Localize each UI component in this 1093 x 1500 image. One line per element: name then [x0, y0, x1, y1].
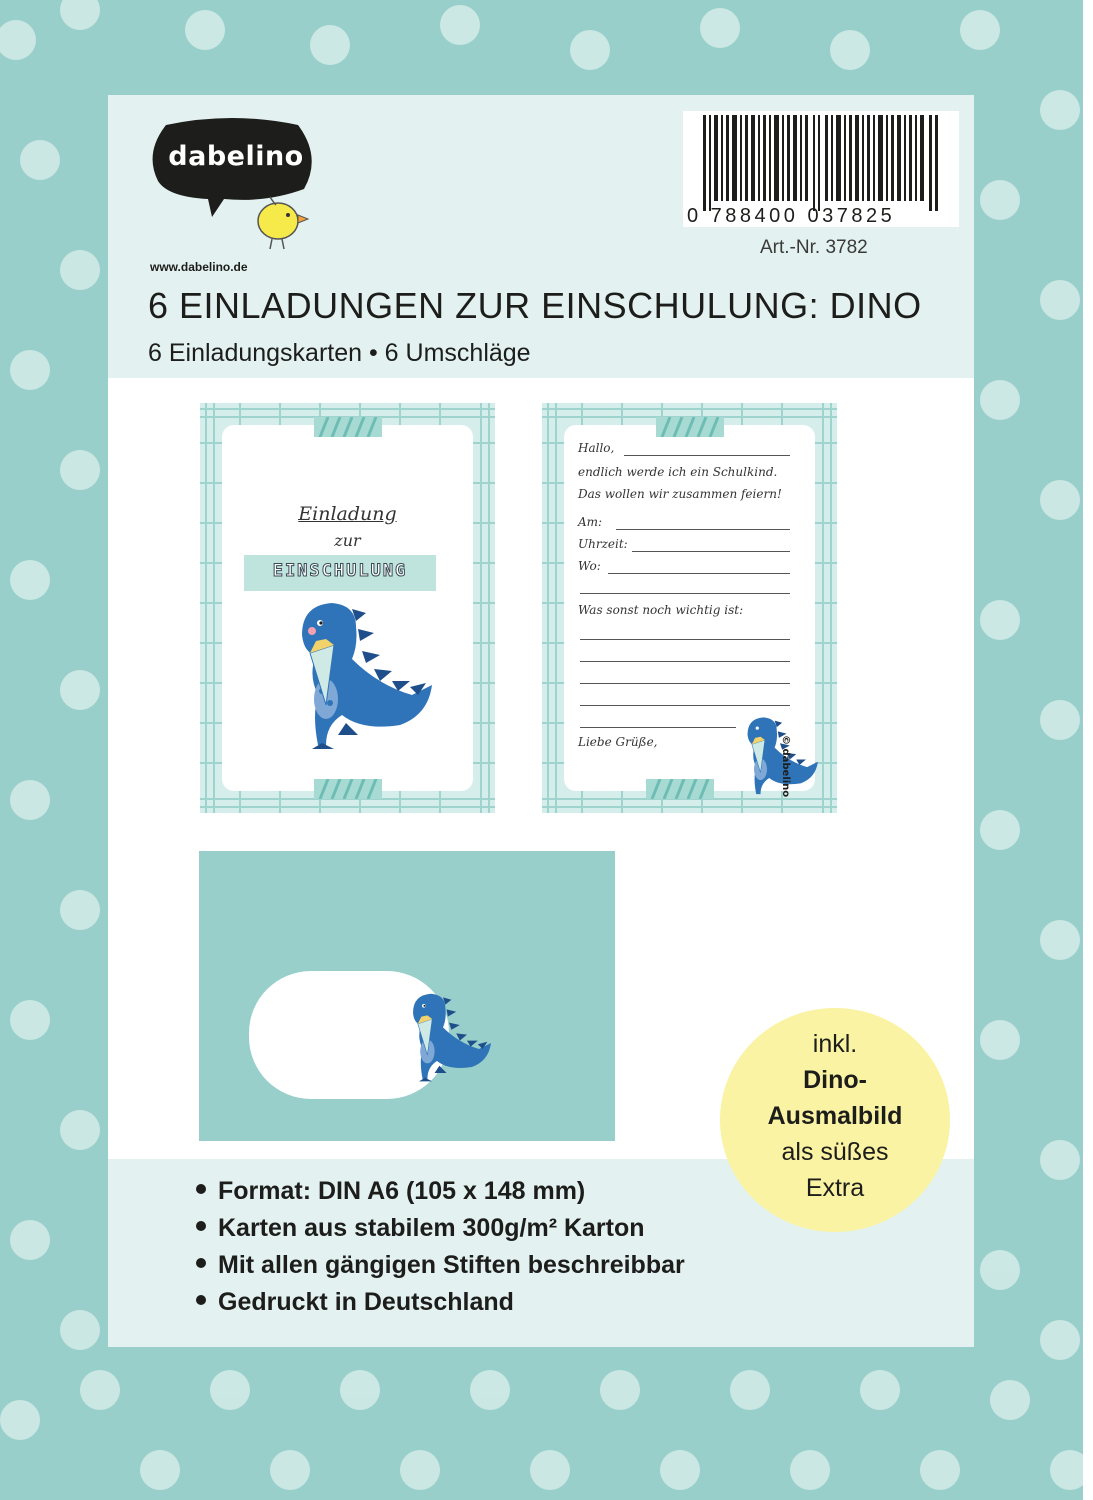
invitation-card-back [542, 403, 837, 813]
badge-line-3: Ausmalbild [767, 1102, 903, 1130]
right-edge-strip [1083, 0, 1093, 1500]
write-line [616, 529, 790, 530]
card-front-inner [222, 425, 473, 791]
card-back-inner [564, 425, 815, 798]
barcode-icon [701, 115, 941, 213]
badge-line-1: inkl. [812, 1030, 858, 1058]
badge-line-4: als süßes [781, 1138, 889, 1166]
envelope [199, 851, 615, 1141]
write-line [580, 593, 790, 594]
write-line [624, 455, 790, 456]
badge-line-5: Extra [805, 1174, 865, 1202]
barcode-box [683, 111, 959, 227]
feature-text: Gedruckt in Deutschland [218, 1288, 514, 1316]
write-line [580, 639, 790, 640]
washi-tape-bottom-icon [314, 779, 382, 799]
field-wo-label: Wo: [578, 559, 601, 573]
feature-item [196, 1251, 685, 1288]
dino-icon [282, 595, 442, 765]
write-line [580, 661, 790, 662]
washi-tape-top-icon [656, 417, 724, 437]
bullet-icon [196, 1295, 206, 1305]
card-front-zur: zur [334, 531, 361, 550]
product-subtitle: 6 Einladungskarten • 6 Umschläge [148, 339, 531, 367]
bullet-icon [196, 1258, 206, 1268]
yellow-bird-icon [248, 193, 312, 253]
invitation-card-front [200, 403, 495, 813]
washi-tape-bottom-icon [646, 779, 714, 799]
field-uhrzeit-label: Uhrzeit: [578, 537, 628, 551]
feature-text: Mit allen gängigen Stiften beschreibbar [218, 1251, 685, 1279]
feature-text: Format: DIN A6 (105 x 148 mm) [218, 1177, 586, 1205]
letter-closing: Liebe Grüße, [578, 735, 658, 749]
letter-line-2: Das wollen wir zusammen feiern! [578, 487, 782, 501]
card-front-heading: Einladung [298, 503, 397, 525]
barcode-number: 0 788400 037825 [687, 205, 896, 227]
website-url: www.dabelino.de [150, 260, 248, 274]
badge-line-2: Dino- [803, 1066, 867, 1094]
write-line [580, 705, 790, 706]
write-line [632, 551, 790, 552]
feature-text: Karten aus stabilem 300g/m² Karton [218, 1214, 645, 1242]
washi-tape-top-icon [314, 417, 382, 437]
article-number: Art.-Nr. 3782 [760, 237, 868, 258]
extra-badge [720, 1008, 950, 1232]
bullet-icon [196, 1184, 206, 1194]
write-line [580, 727, 736, 728]
write-line [580, 683, 790, 684]
card-back-brand: © dabelino [780, 735, 791, 798]
envelope-dino-icon [401, 989, 497, 1091]
logo-text: dabelino [168, 141, 304, 172]
product-title: 6 EINLADUNGEN ZUR EINSCHULUNG: DINO [148, 285, 922, 326]
bullet-icon [196, 1221, 206, 1231]
feature-list [196, 1177, 685, 1325]
field-am-label: Am: [578, 515, 603, 529]
letter-greeting: Hallo, [578, 441, 615, 455]
feature-item [196, 1177, 685, 1214]
write-line [608, 573, 790, 574]
letter-line-1: endlich werde ich ein Schulkind. [578, 465, 778, 479]
feature-item [196, 1214, 685, 1251]
field-sonst-label: Was sonst noch wichtig ist: [578, 603, 744, 617]
feature-item [196, 1288, 685, 1325]
einschulung-text: EINSCHULUNG [272, 561, 408, 581]
